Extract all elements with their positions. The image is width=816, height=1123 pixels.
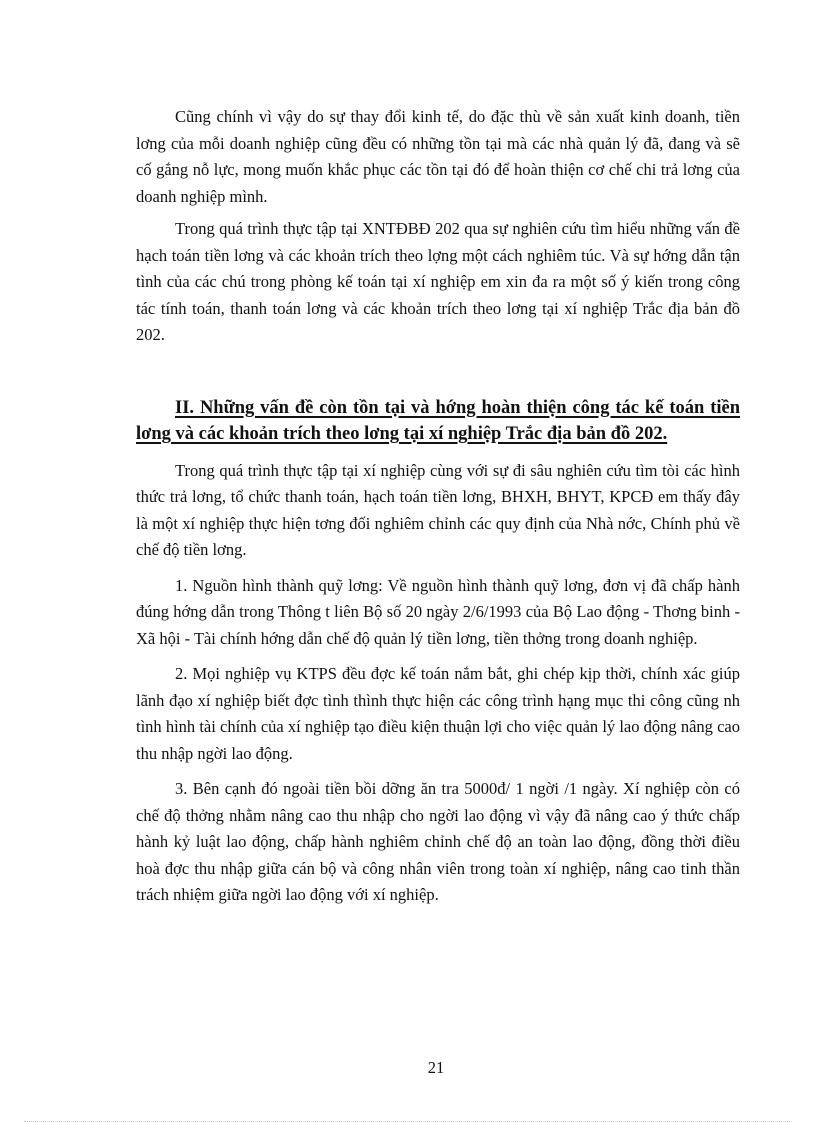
paragraph-point-1: 1. Nguồn hình thành quỹ lơng: Về nguồn hình thành quỹ lơng, đơn vị đã chấp hành đúng hớng dẫn trong Thông t liên Bộ số 20 ngày 2/6/1993 của Bộ Lao động - Thơng binh - Xã hội - Tài chính hớng dẫn chế độ quản lý tiền lơng, tiền thởng trong doanh nghiệp. — [136, 575, 740, 648]
paragraph-point-3: 3. Bên cạnh đó ngoài tiền bồi dỡng ăn tra 5000đ/ 1 ngời /1 ngày. Xí nghiệp còn có chế độ thởng nhằm nâng cao thu nhập cho ngời lao động vì vậy đã nâng cao ý thức chấp hành kỷ luật lao động, chấp hành nghiêm chỉnh chế độ an toàn lao động, đồng thời điều hoà đợc thu nhập giữa cán bộ và công nhân viên trong toàn xí nghiệp, nâng cao tinh thần trách nhiệm giữa ngời lao động với xí nghiệp. — [136, 779, 740, 904]
page-number: 21 — [427, 1058, 445, 1077]
paragraph-intro: Cũng chính vì vậy do sự thay đổi kinh tế, do đặc thù về sản xuất kinh doanh, tiền lơng của mỗi doanh nghiệp cũng đều có những tồn tại mà các nhà quản lý đã, đang và sẽ cố gắng nỗ lực, mong muốn khắc phục các tồn tại đó để hoàn thiện cơ chế chi trả lơng của doanh nghiệp mình. — [136, 107, 740, 206]
paragraph-internship: Trong quá trình thực tập tại XNTĐBĐ 202 qua sự nghiên cứu tìm hiểu những vấn đề hạch toán tiền lơng và các khoản trích theo lợng một cách nghiêm túc. Và sự hớng dẫn tận tình của các chú trong phòng kế toán tại xí nghiệp em xin đa ra một số ý kiến trong công tác tính toán, thanh toán lơng và các khoản trích theo lơng tại xí nghiệp Trắc địa bản đồ 202. — [136, 219, 740, 344]
paragraph-overview: Trong quá trình thực tập tại xí nghiệp cùng với sự đi sâu nghiên cứu tìm tòi các hình thức trả lơng, tổ chức thanh toán, hạch toán tiền lơng, BHXH, BHYT, KPCĐ em thấy đây là một xí nghiệp thực hiện tơng đối nghiêm chỉnh các quy định của Nhà nớc, Chính phủ về chế độ tiền lơng. — [136, 460, 740, 559]
paragraph-point-2: 2. Mọi nghiệp vụ KTPS đều đợc kế toán nắm bắt, ghi chép kịp thời, chính xác giúp lãnh đạo xí nghiệp biết đợc tình thình thực hiện các công trình hạng mục thi công cũng nh tình hình tài chính của xí nghiệp tạo điều kiện thuận lợi cho việc quản lý lao động nâng cao thu nhập ngời lao động. — [136, 664, 740, 763]
section-heading: II. Những vấn đề còn tồn tại và hớng hoàn thiện công tác kế toán tiền lơng và các khoản trích theo lơng tại xí nghiệp Trắc địa bản đồ 202. — [136, 397, 740, 444]
page-edge-divider — [24, 1121, 792, 1122]
document-body — [136, 104, 740, 909]
